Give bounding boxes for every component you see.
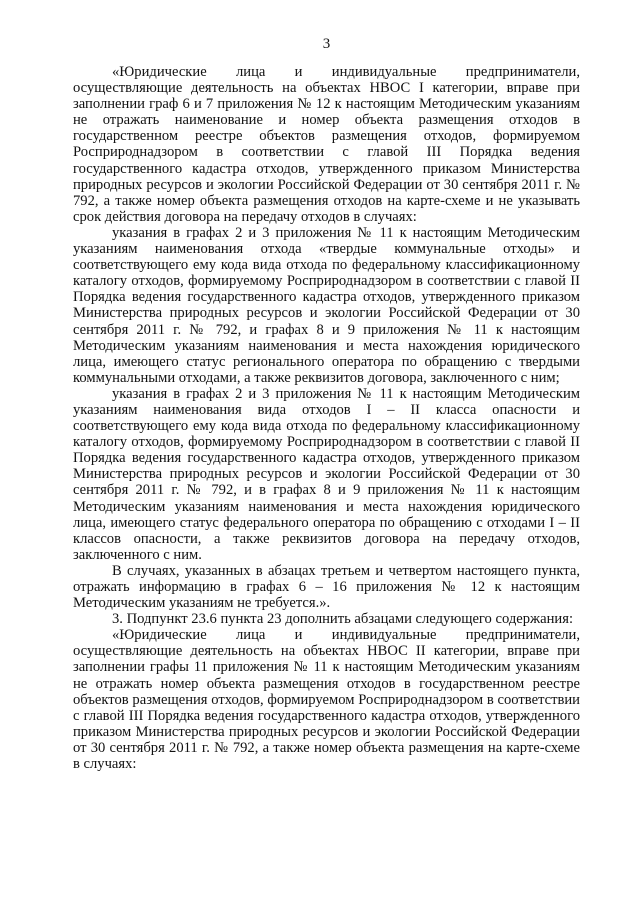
paragraph-hazard-class-case: указания в графах 2 и 3 приложения № 11 к настоящим Методическим указаниям наименования вида отходов I – II класса опасности и соответствующего ему кода вида отхода по федеральному классификационному каталогу отходов, формируемому Росприроднадзором в соответствии с главой II Порядка ведения государственного кадастра отходов, утвержденного приказом Министерства природных ресурсов и экологии Российской Федерации от 30 сентября 2011 г. № 792, и в графах 8 и 9 приложения № 11 к настоящим Методическим указаниям наименования и места нахождения юридического лица, имеющего статус федерального оператора по обращению с отходами I – II классов опасности, а также реквизитов договора на передачу отходов, заключенного с ним. (73, 385, 580, 563)
paragraph-category-ii-exemption: «Юридические лица и индивидуальные предприниматели, осуществляющие деятельность на объектах НВОС II категории, вправе при заполнении графы 11 приложения № 11 к настоящим Методическим указаниям не отражать номер объекта размещения отходов в государственном реестре объектов размещения отходов, формируемом Росприроднадзором в соответствии с главой III Порядка ведения государственного кадастра отходов, утвержденного приказом Министерства природных ресурсов и экологии Российской Федерации от 30 сентября 2011 г. № 792, а также номер объекта размещения на карте-схеме в случаях: (73, 627, 580, 773)
paragraph-municipal-waste-case: указания в графах 2 и 3 приложения № 11 к настоящим Методическим указаниям наименования отхода «твердые коммунальные отходы» и соответствующего ему кода вида отхода по федеральному классификационному каталогу отходов, формируемому Росприроднадзором в соответствии с главой II Порядка ведения государственного кадастра отходов, утвержденного приказом Министерства природных ресурсов и экологии Российской Федерации от 30 сентября 2011 г. № 792, и графах 8 и 9 приложения № 11 к настоящим Методическим указаниям наименования и места нахождения юридического лица, имеющего статус регионального оператора по обращению с твердыми коммунальными отходами, а также реквизитов договора, заключенного с ним; (73, 224, 580, 386)
paragraph-columns-not-required: В случаях, указанных в абзацах третьем и четвертом настоящего пункта, отражать информацию в графах 6 – 16 приложения № 12 к настоящим Методическим указаниям не требуется.». (73, 562, 580, 612)
paragraph-item-3: 3. Подпункт 23.6 пункта 23 дополнить абзацами следующего содержания: (112, 611, 573, 628)
page-number: 3 (322, 36, 331, 52)
paragraph-category-i-exemption: «Юридические лица и индивидуальные предприниматели, осуществляющие деятельность на объектах НВОС I категории, вправе при заполнении граф 6 и 7 приложения № 12 к настоящим Методическим указаниям не отражать наименование и номер объекта размещения отходов в государственном реестре объектов размещения отходов, формируемом Росприроднадзором в соответствии с главой III Порядка ведения государственного кадастра отходов, утвержденного приказом Министерства природных ресурсов и экологии Российской Федерации от 30 сентября 2011 г. № 792, а также номер объекта размещения отходов на карте-схеме и не указывать срок действия договора на передачу отходов в случаях: (73, 64, 580, 225)
